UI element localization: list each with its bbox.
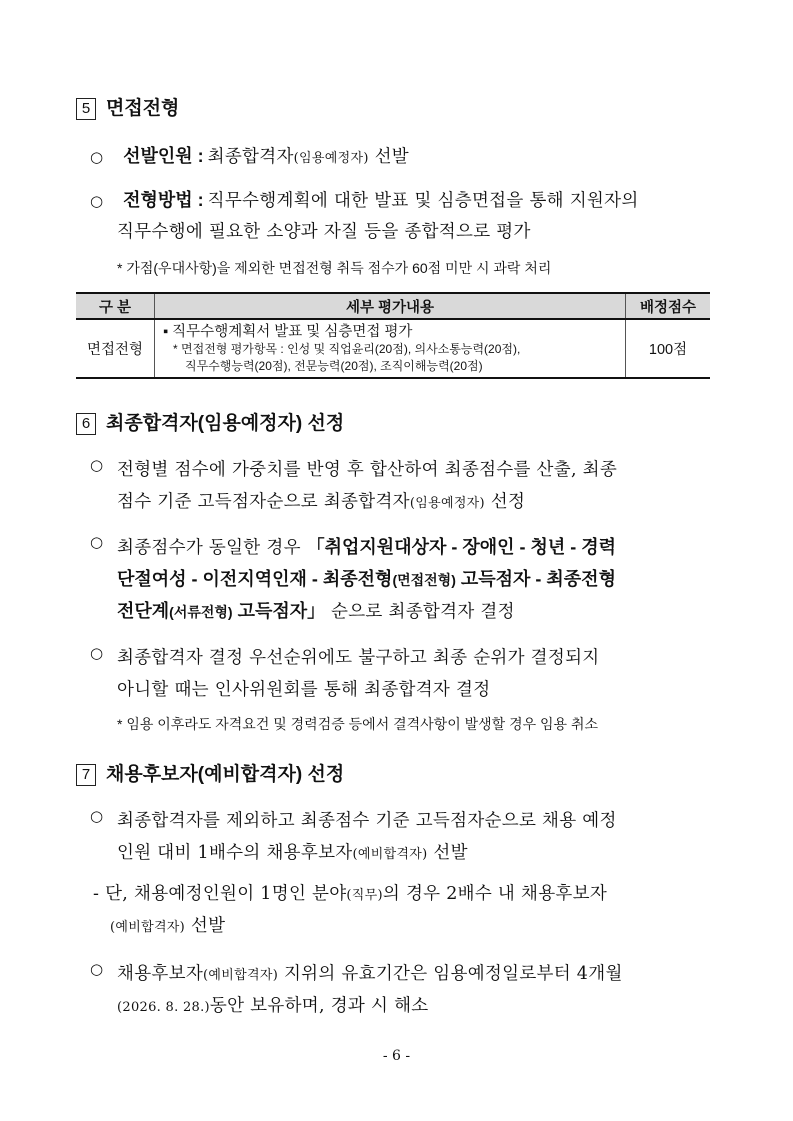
- priority-order-small: (서류전형): [169, 604, 233, 620]
- section-number-box: 6: [76, 413, 96, 435]
- detail-sub-1: * 면접전형 평가항목 : 인성 및 직업윤리(20점), 의사소통능력(20점),: [173, 342, 521, 356]
- bullet-tail: 선정: [484, 492, 526, 512]
- bullet-tail: 선발: [368, 147, 409, 167]
- s5-note: * 가점(우대사항)을 제외한 면접전형 취득 점수가 60점 미만 시 과락 처리: [117, 260, 552, 276]
- dash-text: - 단, 채용예정인원이 1명인 분야: [93, 884, 347, 904]
- dash-small-text: (예비합격자): [110, 920, 186, 935]
- s6-bullet-2-line-3: [117, 597, 515, 623]
- bullet-label: 선발인원 :: [123, 146, 204, 166]
- s6-bullet-2-line-1: [117, 533, 616, 559]
- priority-order-text: 고득점자」: [232, 601, 326, 621]
- bullet-small-text: (예비합격자): [203, 968, 279, 983]
- s7-bullet-2: [90, 960, 103, 979]
- bullet-small-text: (임용예정자): [293, 151, 369, 166]
- bullet-text: 동안 보유하며, 경과 시 해소: [209, 996, 429, 1016]
- s5-bullet-1: [90, 142, 409, 168]
- evaluation-table: [76, 292, 710, 379]
- dash-text: 선발: [185, 916, 226, 936]
- s7-dash-item-line-2: [110, 912, 225, 937]
- s6-bullet-1-line-2: [117, 488, 525, 513]
- circle-bullet-icon: ○: [90, 960, 104, 978]
- table-cell-category: 면접전형: [76, 319, 155, 378]
- circle-bullet-icon: ○: [90, 192, 104, 210]
- bullet-text: 점수 기준 고득점자순으로 최종합격자: [117, 492, 410, 512]
- section-heading-6: [76, 408, 344, 435]
- detail-main: ▪ 직무수행계획서 발표 및 심층면접 평가: [163, 324, 413, 340]
- s7-bullet-1-line-2: [117, 839, 468, 864]
- s5-bullet-2: [90, 186, 639, 212]
- circle-bullet-icon: ○: [90, 644, 104, 662]
- bullet-text: 지위의 유효기간은 임용예정일로부터 4개월: [278, 964, 623, 984]
- s7-bullet-1: [90, 807, 103, 826]
- s6-bullet-3-line-1: [117, 644, 710, 669]
- priority-order-small: (면접전형): [392, 572, 456, 588]
- priority-order-text: 고득점자 - 최종전형: [455, 569, 616, 589]
- s7-bullet-1-line-1: 최종합격자를 제외하고 최종점수 기준 고득점자순으로 채용 예정: [117, 811, 617, 831]
- bullet-text: 최종합격자 결정 우선순위에도 불구하고 최종 순위가 결정되지: [117, 648, 600, 668]
- circle-bullet-icon: ○: [90, 533, 104, 551]
- s6-bullet-1-line-1: [117, 456, 710, 481]
- table-header-detail: 세부 평가내용: [155, 293, 626, 319]
- detail-sub-2: 직무수행능력(20점), 전문능력(20점), 조직이해능력(20점): [185, 359, 483, 373]
- section-heading-5: [76, 93, 179, 120]
- table-row: [76, 319, 710, 378]
- bullet-text: 채용후보자: [117, 964, 204, 984]
- dash-text: 의 경우 2배수 내 채용후보자: [382, 884, 608, 904]
- circle-bullet-icon: ○: [90, 148, 104, 166]
- section-number-box: 7: [76, 764, 96, 786]
- section-title: 채용후보자(예비합격자) 선정: [106, 764, 345, 785]
- bullet-text: 직무수행계획에 대한 발표 및 심층면접을 통해 지원자의: [207, 191, 639, 211]
- bullet-small-text: (예비합격자): [352, 847, 428, 862]
- table-cell-detail: [155, 319, 626, 378]
- s5-bullet-2-line-2: 직무수행에 필요한 소양과 자질 등을 종합적으로 평가: [117, 222, 531, 242]
- section-title: 면접전형: [106, 98, 180, 119]
- priority-order-text: 「취업지원대상자 - 장애인 - 청년 - 경력: [306, 537, 617, 557]
- section-heading-7: [76, 759, 344, 786]
- date-text: (2026. 8. 28.): [117, 1000, 210, 1015]
- bullet-text: 전형별 점수에 가중치를 반영 후 합산하여 최종점수를 산출, 최종: [117, 460, 618, 480]
- bullet-tail: 선발: [427, 843, 468, 863]
- s6-bullet-1: [90, 456, 103, 475]
- bullet-tail: 순으로 최종합격자 결정: [325, 602, 515, 622]
- s7-bullet-2-line-2: [117, 992, 428, 1017]
- section-title: 최종합격자(임용예정자) 선정: [106, 413, 345, 434]
- s7-dash-item-line-1: [93, 880, 607, 905]
- priority-order-text: 전단계: [117, 601, 170, 621]
- s6-bullet-3-line-2: 아니할 때는 인사위원회를 통해 최종합격자 결정: [117, 680, 491, 700]
- bullet-text: 최종점수가 동일한 경우: [117, 538, 307, 558]
- bullet-label: 전형방법 :: [123, 190, 204, 210]
- page-number: - 6 -: [382, 1048, 411, 1064]
- priority-order-text: 단절여성 - 이전지역인재 - 최종전형: [117, 569, 393, 589]
- bullet-text: 인원 대비 1배수의 채용후보자: [117, 843, 353, 863]
- s6-bullet-2: [90, 533, 103, 552]
- table-header-score: 배정점수: [626, 293, 711, 319]
- table-cell-score: 100점: [626, 319, 711, 378]
- bullet-small-text: (임용예정자): [409, 496, 485, 511]
- section-number-box: 5: [76, 98, 96, 120]
- table-header-row: [76, 293, 710, 319]
- dash-small-text: (직무): [346, 888, 383, 903]
- s6-note: * 임용 이후라도 자격요건 및 경력검증 등에서 결격사항이 발생할 경우 임용 취소: [117, 716, 599, 732]
- table-header-category: 구 분: [76, 293, 155, 319]
- circle-bullet-icon: ○: [90, 807, 104, 825]
- circle-bullet-icon: ○: [90, 456, 104, 474]
- s7-bullet-2-line-1: [117, 960, 623, 985]
- s6-bullet-3: [90, 644, 103, 663]
- s6-bullet-2-line-2: [117, 565, 616, 591]
- bullet-text: 최종합격자: [207, 147, 294, 167]
